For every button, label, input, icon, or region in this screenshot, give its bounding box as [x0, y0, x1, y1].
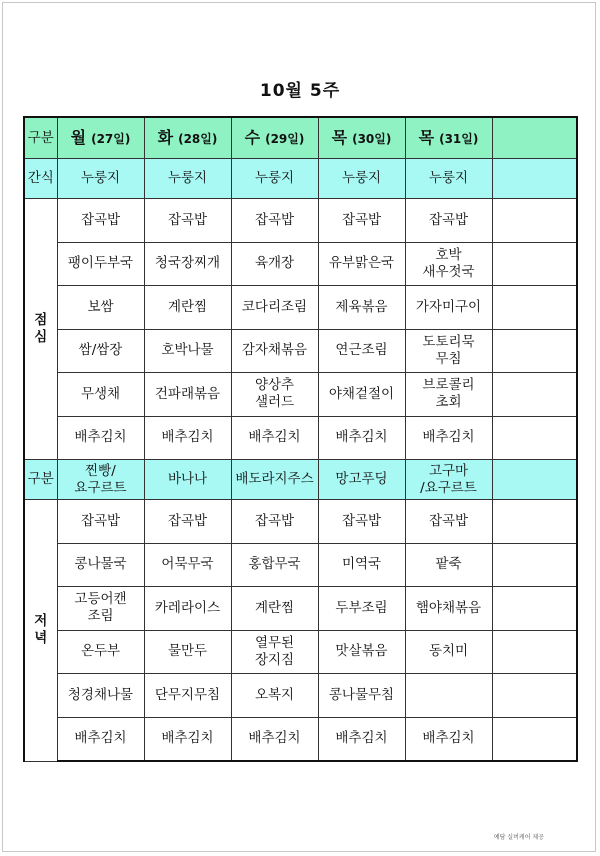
lunch-label-char: 점 [34, 312, 48, 328]
menu-cell [405, 242, 492, 286]
menu-cell-line: 찐빵/ [85, 462, 116, 479]
page-title: 10월 5주 [259, 81, 341, 101]
empty-cell [492, 117, 577, 159]
menu-cell: 계란찜 [144, 286, 231, 330]
menu-cell [405, 460, 492, 500]
snack-row-morning [24, 159, 577, 199]
menu-cell: 육개장 [231, 242, 318, 286]
menu-cell: 청경채나물 [57, 674, 144, 718]
menu-cell [405, 373, 492, 417]
menu-cell-line: 고등어캔 [74, 591, 127, 608]
empty-cell [492, 500, 577, 544]
empty-cell [492, 416, 577, 460]
day-date: (28일) [178, 131, 218, 146]
dinner-label-char: 녁 [34, 630, 48, 647]
menu-cell: 연근조림 [318, 329, 405, 373]
menu-cell: 잡곡밥 [405, 500, 492, 544]
day-header [57, 117, 144, 159]
day-date: (31일) [439, 131, 479, 146]
menu-cell-line: /요구르트 [420, 479, 477, 496]
lunch-row [24, 329, 577, 373]
menu-cell: 망고푸딩 [318, 460, 405, 500]
menu-cell: 유부맑은국 [318, 242, 405, 286]
menu-cell-line: 양상추 [254, 377, 295, 394]
menu-cell: 누룽지 [144, 159, 231, 199]
empty-cell [492, 159, 577, 199]
menu-cell: 홍합무국 [231, 543, 318, 587]
menu-cell-line: 열무된 [254, 634, 295, 651]
menu-cell: 두부조림 [318, 587, 405, 631]
menu-cell: 호박나물 [144, 329, 231, 373]
menu-cell: 미역국 [318, 543, 405, 587]
snack-row-afternoon [24, 460, 577, 500]
menu-cell: 카레라이스 [144, 587, 231, 631]
dinner-row [24, 674, 577, 718]
menu-cell: 누룽지 [405, 159, 492, 199]
day-name: 목 [418, 127, 435, 147]
menu-cell-line: 브로콜리 [422, 377, 475, 394]
menu-cell: 배추김치 [318, 416, 405, 460]
day-name: 화 [157, 127, 174, 147]
menu-cell: 잡곡밥 [405, 199, 492, 243]
dinner-row [24, 500, 577, 544]
day-header [318, 117, 405, 159]
menu-cell: 누룽지 [231, 159, 318, 199]
menu-cell: 누룽지 [57, 159, 144, 199]
dinner-row [24, 587, 577, 631]
footer-credit: 예담 실버케어 제공 [493, 834, 544, 841]
dinner-row [24, 717, 577, 761]
menu-cell: 동치미 [405, 630, 492, 674]
empty-cell [492, 630, 577, 674]
menu-cell: 쌈/쌈장 [57, 329, 144, 373]
menu-cell: 청국장찌개 [144, 242, 231, 286]
menu-cell-line: 조림 [87, 608, 114, 625]
day-date: (30일) [352, 131, 392, 146]
menu-cell-line: 샐러드 [254, 394, 295, 411]
menu-cell: 계란찜 [231, 587, 318, 631]
menu-cell: 배추김치 [144, 416, 231, 460]
menu-cell [57, 460, 144, 500]
menu-cell: 야채겉절이 [318, 373, 405, 417]
lunch-row [24, 416, 577, 460]
menu-cell: 콩나물국 [57, 543, 144, 587]
empty-cell [492, 242, 577, 286]
dinner-label [24, 500, 57, 762]
lunch-row [24, 286, 577, 330]
menu-cell-line: 호박 [435, 246, 462, 263]
menu-cell: 잡곡밥 [231, 500, 318, 544]
menu-cell: 감자채볶음 [231, 329, 318, 373]
menu-cell: 배추김치 [405, 717, 492, 761]
day-header [231, 117, 318, 159]
menu-cell: 물만두 [144, 630, 231, 674]
menu-cell: 무생채 [57, 373, 144, 417]
header-row [24, 117, 577, 159]
menu-cell [57, 587, 144, 631]
dinner-row [24, 543, 577, 587]
day-header [144, 117, 231, 159]
menu-cell: 온두부 [57, 630, 144, 674]
day-name: 월 [70, 127, 87, 147]
dinner-row [24, 630, 577, 674]
empty-cell [492, 587, 577, 631]
menu-cell: 배추김치 [144, 717, 231, 761]
menu-cell: 배추김치 [318, 717, 405, 761]
lunch-row [24, 199, 577, 243]
menu-cell: 콩나물무침 [318, 674, 405, 718]
weekly-menu-table [23, 116, 578, 762]
menu-cell: 건파래볶음 [144, 373, 231, 417]
menu-cell-line: 무침 [435, 350, 462, 367]
menu-cell-line: 고구마 [428, 462, 469, 479]
menu-cell: 가자미구이 [405, 286, 492, 330]
day-header [405, 117, 492, 159]
menu-cell: 맛살볶음 [318, 630, 405, 674]
menu-cell: 어묵무국 [144, 543, 231, 587]
empty-cell [492, 674, 577, 718]
menu-cell: 배추김치 [405, 416, 492, 460]
menu-cell: 잡곡밥 [144, 199, 231, 243]
menu-cell: 잡곡밥 [318, 500, 405, 544]
menu-cell-line: 도토리묵 [422, 333, 475, 350]
menu-cell [405, 329, 492, 373]
empty-cell [492, 286, 577, 330]
menu-cell: 배추김치 [57, 416, 144, 460]
day-date: (29일) [265, 131, 305, 146]
menu-cell: 잡곡밥 [318, 199, 405, 243]
empty-cell [492, 373, 577, 417]
snack-row-afternoon-label: 구분 [24, 460, 57, 500]
menu-cell: 햄야채볶음 [405, 587, 492, 631]
menu-cell: 팽이두부국 [57, 242, 144, 286]
menu-cell: 배추김치 [231, 416, 318, 460]
dinner-label-char: 저 [34, 613, 48, 630]
empty-cell [492, 543, 577, 587]
menu-cell: 코다리조림 [231, 286, 318, 330]
menu-cell: 잡곡밥 [57, 500, 144, 544]
menu-cell: 잡곡밥 [57, 199, 144, 243]
lunch-row [24, 242, 577, 286]
menu-cell [231, 373, 318, 417]
menu-cell-line: 장지짐 [254, 651, 295, 668]
snack-row-morning-label: 간식 [24, 159, 57, 199]
empty-cell [492, 199, 577, 243]
day-name: 수 [244, 127, 261, 147]
menu-cell: 보쌈 [57, 286, 144, 330]
lunch-row [24, 373, 577, 417]
menu-cell: 배추김치 [57, 717, 144, 761]
menu-cell: 오복지 [231, 674, 318, 718]
empty-cell [492, 717, 577, 761]
menu-cell: 잡곡밥 [231, 199, 318, 243]
menu-cell [405, 674, 492, 718]
menu-cell: 단무지무침 [144, 674, 231, 718]
menu-cell: 배도라지주스 [231, 460, 318, 500]
day-name: 목 [331, 127, 348, 147]
menu-cell: 누룽지 [318, 159, 405, 199]
header-label: 구분 [24, 117, 57, 159]
menu-cell [231, 630, 318, 674]
menu-cell: 팥죽 [405, 543, 492, 587]
day-date: (27일) [91, 131, 131, 146]
menu-cell-line: 요구르트 [74, 479, 127, 496]
menu-cell-line: 새우젓국 [422, 263, 475, 280]
lunch-label-char: 심 [34, 329, 48, 345]
empty-cell [492, 329, 577, 373]
menu-cell-line: 초회 [435, 394, 462, 411]
menu-cell: 바나나 [144, 460, 231, 500]
menu-cell: 배추김치 [231, 717, 318, 761]
empty-cell [492, 460, 577, 500]
menu-cell: 제육볶음 [318, 286, 405, 330]
lunch-label [24, 199, 57, 460]
menu-cell: 잡곡밥 [144, 500, 231, 544]
